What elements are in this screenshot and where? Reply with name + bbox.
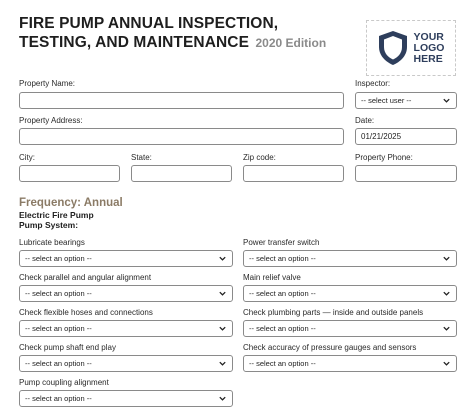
frequency-heading: Frequency: Annual [19,197,123,209]
chevron-down-icon [218,254,227,263]
check-select-main-relief-valve[interactable] [243,285,457,302]
zip-label: Zip code: [243,153,276,162]
state-field[interactable] [131,165,232,182]
select-value: -- select an option -- [25,254,92,263]
chevron-down-icon [218,394,227,403]
select-value: -- select an option -- [249,289,316,298]
check-select-plumbing-parts[interactable] [243,320,457,337]
city-field[interactable] [19,165,120,182]
check-label-coupling-alignment: Pump coupling alignment [19,378,109,387]
check-label-flexible-hoses: Check flexible hoses and connections [19,308,153,317]
logo-text: YOUR LOGO HERE [413,30,445,65]
check-select-coupling-alignment[interactable] [19,390,233,407]
state-label: State: [131,153,152,162]
inspector-label: Inspector: [355,79,391,88]
edition-label: 2020 Edition [255,36,327,50]
check-label-parallel-alignment: Check parallel and angular alignment [19,273,152,282]
zip-field[interactable] [243,165,344,182]
inspector-select[interactable] [355,92,457,109]
select-value: -- select an option -- [25,359,92,368]
date-label: Date: [355,116,375,125]
inspector-select-value: -- select user -- [361,96,412,105]
chevron-down-icon [442,254,451,263]
chevron-down-icon [442,289,451,298]
check-select-flexible-hoses[interactable] [19,320,233,337]
chevron-down-icon [218,359,227,368]
chevron-down-icon [442,359,451,368]
check-label-main-relief-valve: Main relief valve [243,273,301,282]
select-value: -- select an option -- [249,324,316,333]
check-label-lubricate-bearings: Lubricate bearings [19,238,85,247]
check-label-pressure-gauges: Check accuracy of pressure gauges and sensors [243,343,417,352]
property-name-label: Property Name: [19,79,76,88]
date-field[interactable] [355,128,457,145]
page-title: FIRE PUMP ANNUAL INSPECTION, TESTING, AND MAINTENANCE [19,15,279,51]
check-label-power-transfer-switch: Power transfer switch [243,238,320,247]
system-heading: Electric Fire Pump Pump System: [19,210,94,230]
check-select-shaft-end-play[interactable] [19,355,233,372]
city-label: City: [19,153,35,162]
logo-placeholder [366,20,456,76]
shield-icon [378,30,408,66]
check-select-power-transfer-switch[interactable] [243,250,457,267]
property-address-label: Property Address: [19,116,83,125]
chevron-down-icon [218,324,227,333]
check-select-pressure-gauges[interactable] [243,355,457,372]
check-select-lubricate-bearings[interactable] [19,250,233,267]
select-value: -- select an option -- [249,359,316,368]
chevron-down-icon [442,96,451,105]
select-value: -- select an option -- [25,289,92,298]
check-select-parallel-alignment[interactable] [19,285,233,302]
check-label-plumbing-parts: Check plumbing parts — inside and outside panels [243,308,424,317]
chevron-down-icon [442,324,451,333]
property-address-field[interactable] [19,128,344,145]
chevron-down-icon [218,289,227,298]
phone-label: Property Phone: [355,153,413,162]
phone-field[interactable] [355,165,457,182]
property-name-field[interactable] [19,92,344,109]
page-header [19,14,349,52]
select-value: -- select an option -- [25,324,92,333]
select-value: -- select an option -- [25,394,92,403]
check-label-shaft-end-play: Check pump shaft end play [19,343,116,352]
select-value: -- select an option -- [249,254,316,263]
